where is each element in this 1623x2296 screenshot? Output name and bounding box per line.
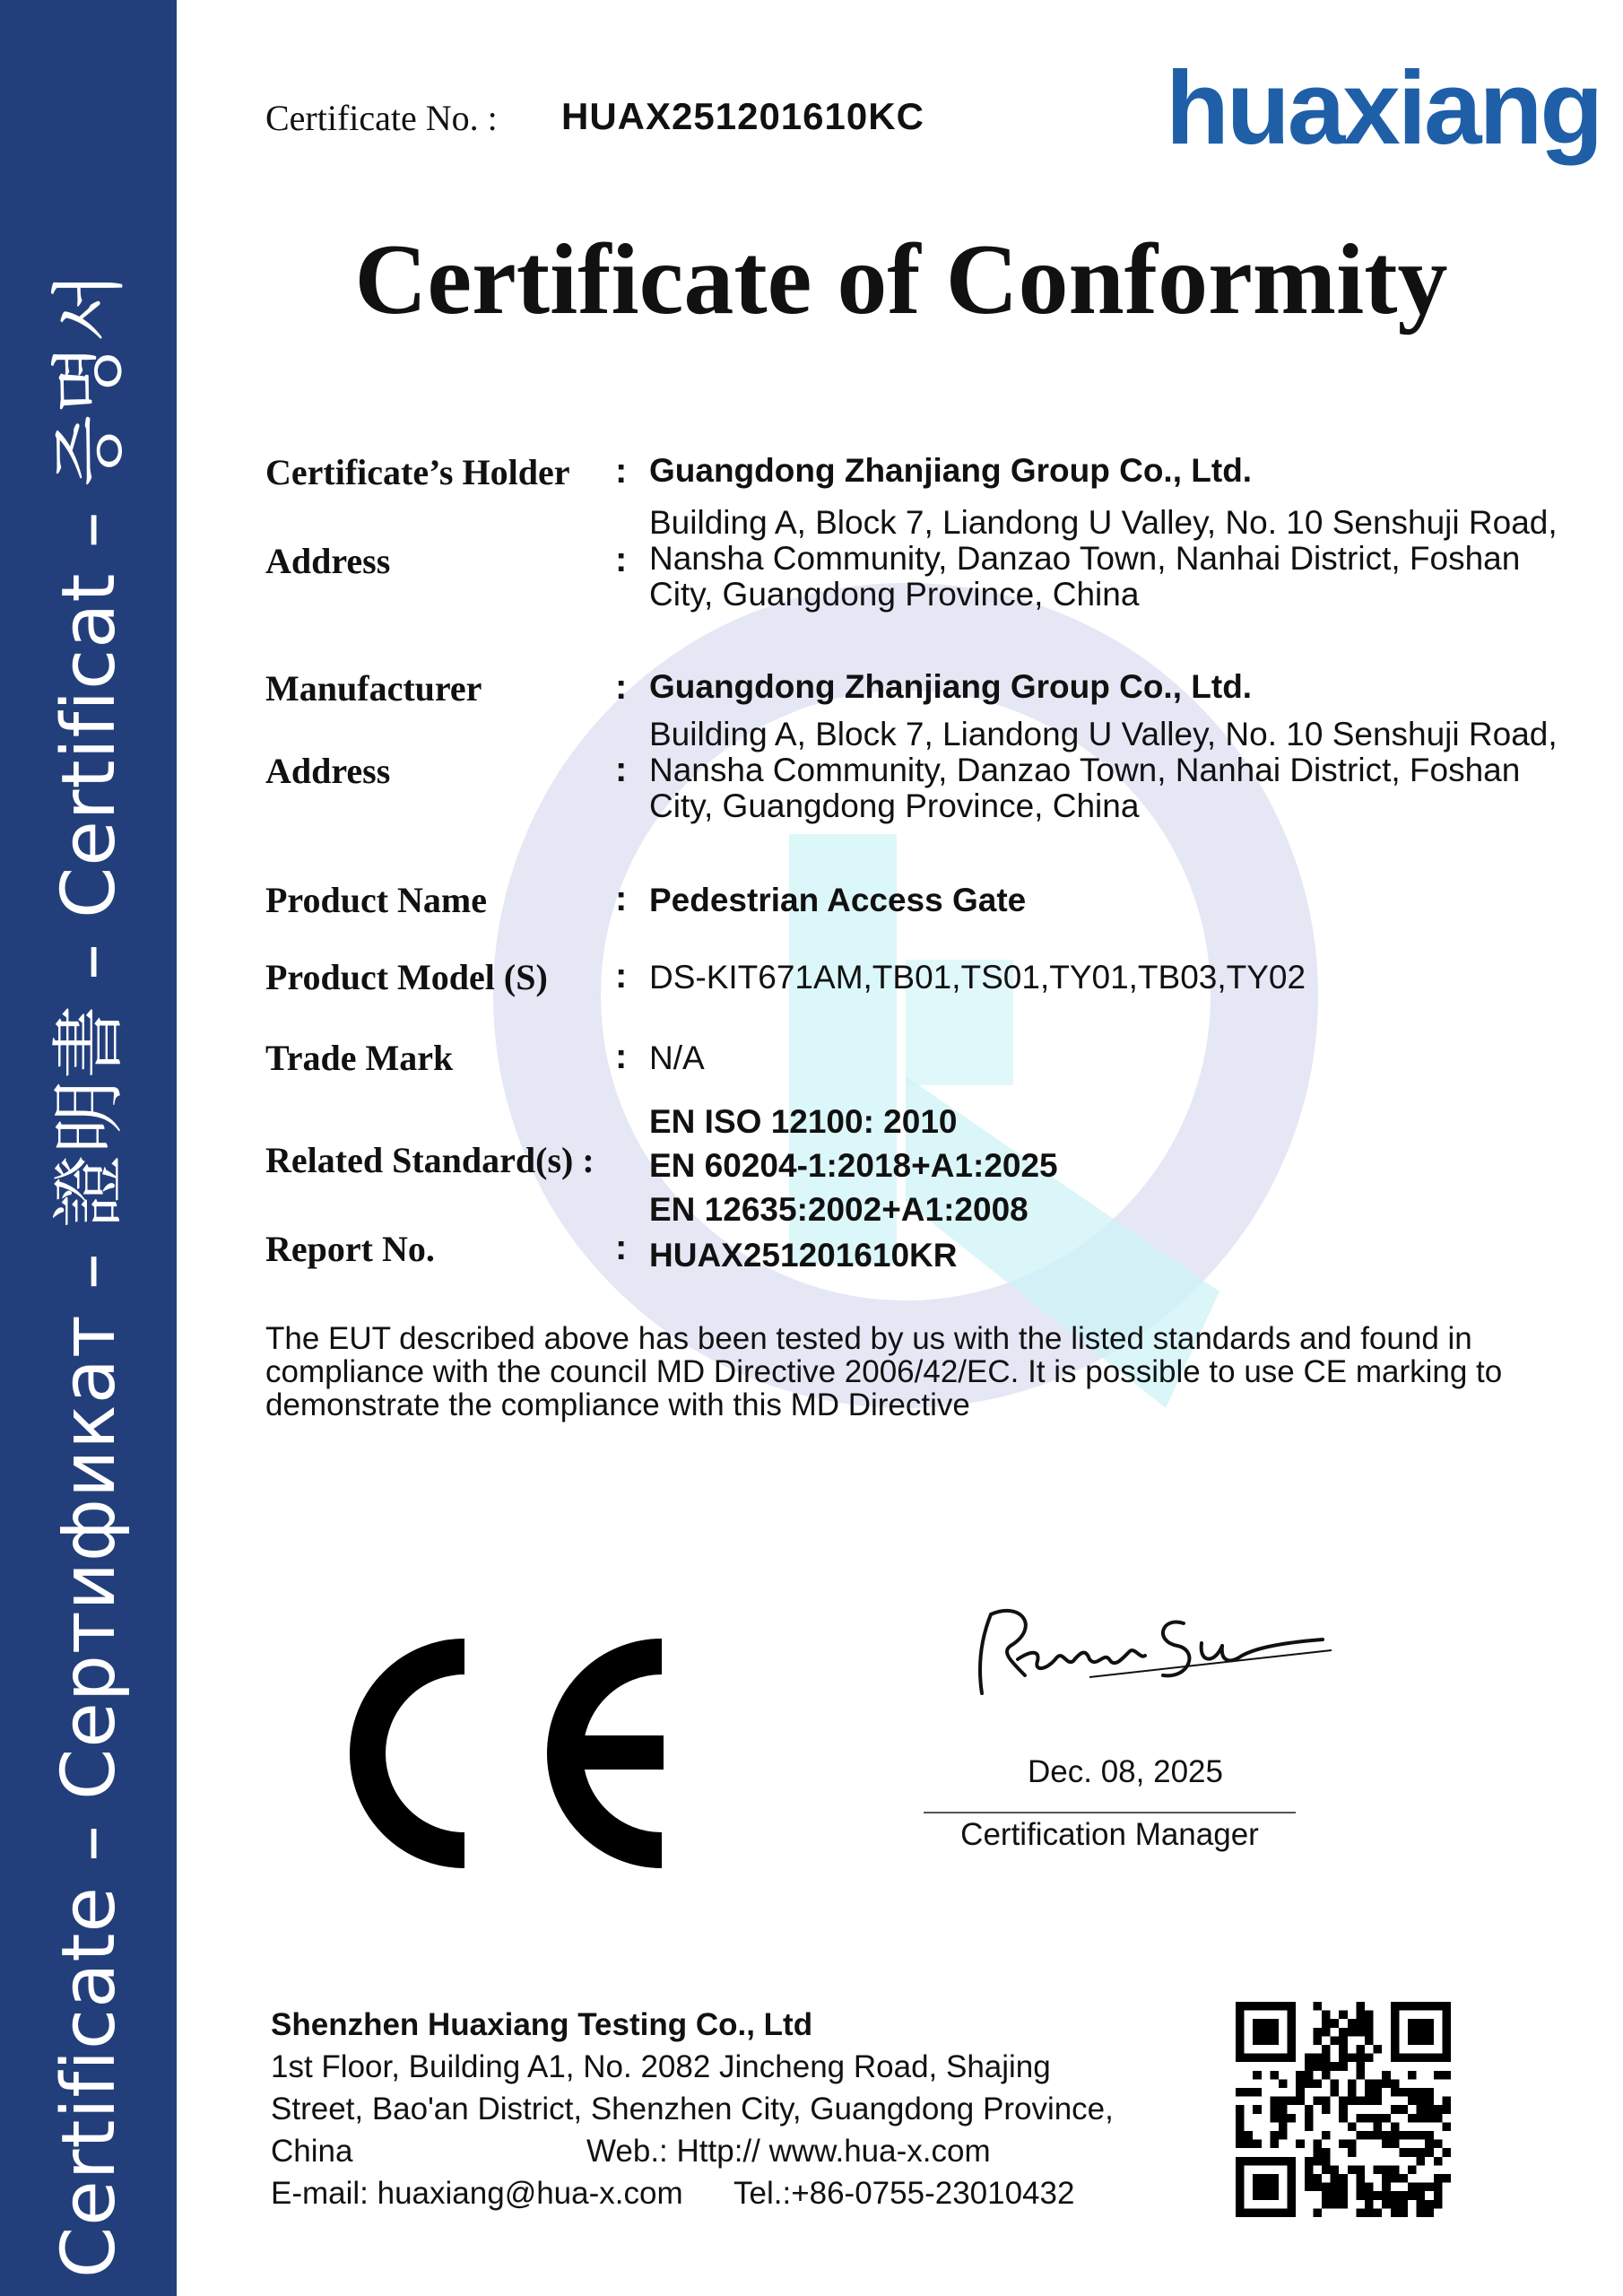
certificate-number: HUAX251201610KC xyxy=(561,95,924,137)
page-title: Certificate of Conformity xyxy=(354,224,1448,335)
manufacturer-address-line: Building A, Block 7, Liandong U Valley, No. 10 Senshuji Road, xyxy=(649,716,1558,752)
signatory-role: Certification Manager xyxy=(960,1817,1259,1852)
left-sidebar-band xyxy=(0,0,177,2296)
issuer-address-line: China xyxy=(271,2134,353,2169)
holder-address-colon: : xyxy=(615,540,628,579)
signature-date: Dec. 08, 2025 xyxy=(1028,1754,1223,1789)
holder-value: Guangdong Zhanjiang Group Co., Ltd. xyxy=(649,452,1253,489)
issuer-address-line: 1st Floor, Building A1, No. 2082 Jincheng Road, Shajing xyxy=(271,2049,1051,2084)
signature-line xyxy=(924,1812,1296,1813)
product-model-value: DS-KIT671AM,TB01,TS01,TY01,TB03,TY02 xyxy=(649,959,1306,996)
trade-mark-colon: : xyxy=(615,1037,628,1076)
product-name-label: Product Name xyxy=(265,880,487,920)
sidebar-vertical-text: Certificate – Сертификат – 證明書 – Certificat – 증명서 xyxy=(47,270,132,2278)
product-model-label: Product Model (S) xyxy=(265,957,548,997)
holder-address-line: Nansha Community, Danzao Town, Nanhai District, Foshan xyxy=(649,540,1521,577)
manufacturer-label: Manufacturer xyxy=(265,668,482,709)
manufacturer-address-colon: : xyxy=(615,750,628,789)
statement-line: compliance with the council MD Directive 2006/42/EC. It is possible to use CE marking to xyxy=(265,1354,1503,1389)
report-no-colon: : xyxy=(615,1228,628,1267)
manufacturer-colon: : xyxy=(615,667,628,707)
issuer-email: E-mail: huaxiang@hua-x.com xyxy=(271,2176,683,2211)
qr-code-icon xyxy=(1236,2002,1451,2217)
holder-colon: : xyxy=(615,451,628,491)
holder-address-line: City, Guangdong Province, China xyxy=(649,576,1140,613)
standard-item: EN ISO 12100: 2010 xyxy=(649,1103,958,1140)
product-name-colon: : xyxy=(615,879,628,918)
product-name-value: Pedestrian Access Gate xyxy=(649,882,1027,918)
holder-address-line: Building A, Block 7, Liandong U Valley, No. 10 Senshuji Road, xyxy=(649,504,1558,541)
holder-label: Certificate’s Holder xyxy=(265,452,570,492)
holder-address-label: Address xyxy=(265,541,391,581)
trade-mark-label: Trade Mark xyxy=(265,1038,454,1078)
ce-mark-icon xyxy=(350,1637,681,1870)
statement-line: The EUT described above has been tested by us with the listed standards and found in xyxy=(265,1321,1472,1356)
issuer-website: Web.: Http:// www.hua-x.com xyxy=(586,2134,991,2169)
standard-item: EN 60204-1:2018+A1:2025 xyxy=(649,1147,1058,1184)
manufacturer-value: Guangdong Zhanjiang Group Co., Ltd. xyxy=(649,668,1253,705)
certificate-number-label: Certificate No. : xyxy=(265,98,498,138)
statement-line: demonstrate the compliance with this MD Directive xyxy=(265,1387,970,1422)
holder-address-value xyxy=(649,505,1558,613)
issuer-company: Shenzhen Huaxiang Testing Co., Ltd xyxy=(271,2007,813,2042)
issuer-phone: Tel.:+86-0755-23010432 xyxy=(733,2176,1075,2211)
huaxiang-logo: huaxiang xyxy=(1166,49,1601,166)
signature-icon xyxy=(955,1596,1341,1704)
standards-label: Related Standard(s) : xyxy=(265,1140,595,1180)
trade-mark-value: N/A xyxy=(649,1039,705,1076)
report-no-label: Report No. xyxy=(265,1229,435,1269)
product-model-colon: : xyxy=(615,956,628,996)
manufacturer-address-line: City, Guangdong Province, China xyxy=(649,787,1140,824)
issuer-address-line: Street, Bao'an District, Shenzhen City, Guangdong Province, xyxy=(271,2092,1114,2126)
manufacturer-address-value xyxy=(649,717,1558,824)
compliance-statement xyxy=(265,1322,1575,1422)
standard-item: EN 12635:2002+A1:2008 xyxy=(649,1191,1028,1228)
report-no-value: HUAX251201610KR xyxy=(649,1237,958,1274)
standards-list xyxy=(649,1100,1058,1231)
manufacturer-address-line: Nansha Community, Danzao Town, Nanhai District, Foshan xyxy=(649,752,1521,788)
manufacturer-address-label: Address xyxy=(265,751,391,791)
